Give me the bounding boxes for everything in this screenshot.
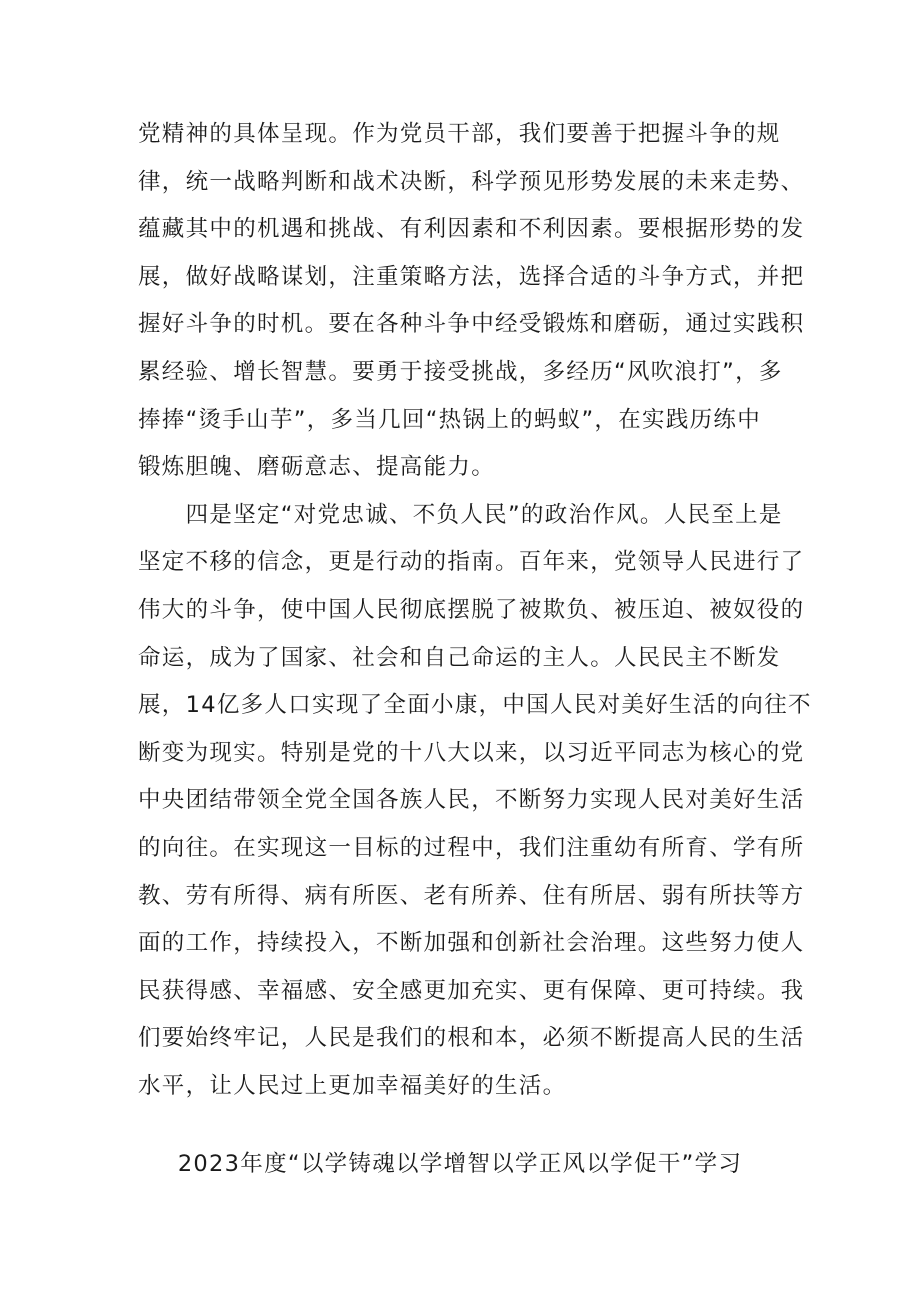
text-line: 命运，成为了国家、社会和自己命运的主人。人民民主不断发 xyxy=(138,644,781,671)
text-line: 水平，让人民过上更加幸福美好的生活。 xyxy=(138,1072,567,1099)
text-line: 中央团结带领全党全国各族人民，不断努力实现人民对美好生活 xyxy=(138,787,805,814)
text-line: 面的工作，持续投入，不断加强和创新社会治理。这些努力使人 xyxy=(138,930,805,957)
text-line: 展，做好战略谋划，注重策略方法，选择合适的斗争方式，并把 xyxy=(138,263,805,290)
text-line: 蕴藏其中的机遇和挑战、有利因素和不利因素。要根据形势的发 xyxy=(138,216,805,243)
text-line: 累经验、增长智慧。要勇于接受挑战，多经历“风吹浪打”，多 xyxy=(138,358,783,385)
text-line: 坚定不移的信念，更是行动的指南。百年来，党领导人民进行了 xyxy=(138,549,805,576)
text-line: 四是坚定“对党忠诚、不负人民”的政治作风。人民至上是 xyxy=(138,501,783,528)
section-heading: 2023年度“以学铸魂以学增智以学正风以学促干”学习 xyxy=(177,1151,743,1177)
text-line: 握好斗争的时机。要在各种斗争中经受锻炼和磨砺，通过实践积 xyxy=(138,311,805,338)
text-line: 捧捧“烫手山芋”，多当几回“热锅上的蚂蚁”，在实践历练中 xyxy=(138,406,762,433)
text-line: 党精神的具体呈现。作为党员干部，我们要善于把握斗争的规 xyxy=(138,121,781,147)
text-line: 断变为现实。特别是党的十八大以来，以习近平同志为核心的党 xyxy=(138,739,805,766)
text-line: 律，统一战略判断和战术决断，科学预见形势发展的未来走势、 xyxy=(138,168,805,195)
text-line: 教、劳有所得、病有所医、老有所养、住有所居、弱有所扶等方 xyxy=(138,882,805,909)
text-line: 的向往。在实现这一目标的过程中，我们注重幼有所育、学有所 xyxy=(138,834,805,861)
body-text xyxy=(138,111,812,1110)
text-line: 伟大的斗争，使中国人民彻底摆脱了被欺负、被压迫、被奴役的 xyxy=(138,596,805,623)
text-line: 展，14亿多人口实现了全面小康，中国人民对美好生活的向往不 xyxy=(138,692,812,719)
text-line: 们要始终牢记，人民是我们的根和本，必须不断提高人民的生活 xyxy=(138,1025,805,1052)
text-line: 民获得感、幸福感、安全感更加充实、更有保障、更可持续。我 xyxy=(138,977,805,1004)
text-line: 锻炼胆魄、磨砺意志、提高能力。 xyxy=(138,454,496,481)
